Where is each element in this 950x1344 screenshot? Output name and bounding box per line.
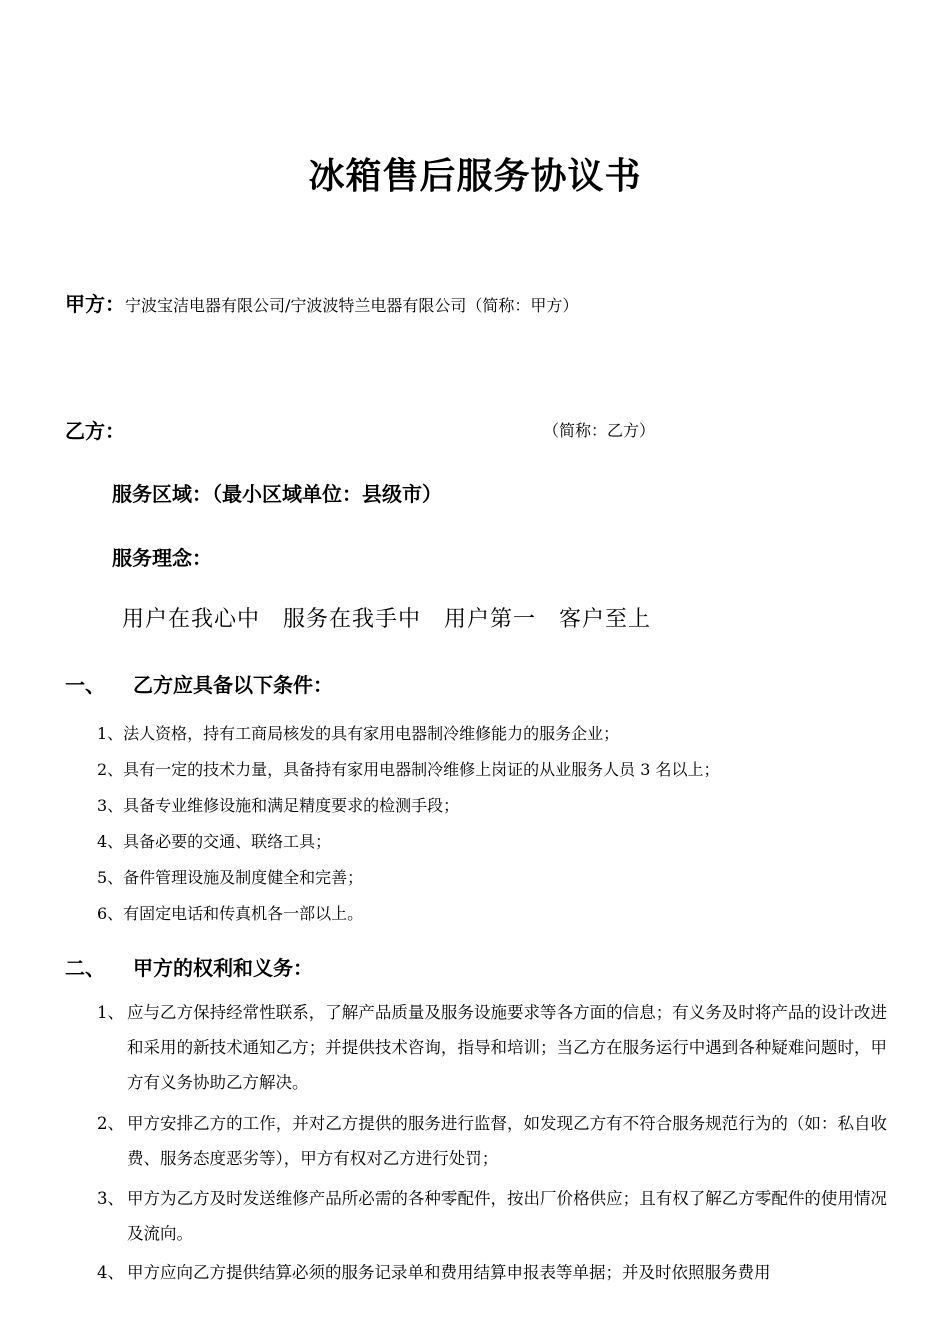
section1-item: 4、具备必要的交通、联络工具； [97,832,332,851]
section2-item [97,1255,887,1290]
party-b-abbrev: （简称：乙方） [543,421,656,440]
section1-item: 3、具备专业维修设施和满足精度要求的检测手段； [97,796,460,815]
section2-title: 甲方的权利和义务： [133,956,313,980]
section2-item-number: 3、 [97,1189,124,1208]
document-title: 冰箱售后服务协议书 [308,156,642,197]
party-a-line [65,288,578,317]
section2-item-number: 2、 [97,1114,124,1133]
section1-item: 2、具有一定的技术力量，具备持有家用电器制冷维修上岗证的从业服务人员 3 名以上； [97,760,720,779]
section2-heading [65,952,313,981]
section1-item: 6、有固定电话和传真机各一部以上。 [97,904,364,923]
section2-number: 二、 [65,956,105,980]
section2-item-number: 4、 [97,1263,124,1282]
section1-number: 一、 [65,673,105,697]
party-a-text: 宁波宝洁电器有限公司/宁波波特兰电器有限公司（简称：甲方） [125,296,579,315]
section2-item-text: 甲方安排乙方的工作，并对乙方提供的服务进行监督，如发现乙方有不符合服务规范行为的（如：私自收费、服务态度恶劣等），甲方有权对乙方进行处罚； [127,1114,887,1168]
section2-item-text: 甲方应向乙方提供结算必须的服务记录单和费用结算申报表等单据；并及时依照服务费用 [127,1263,771,1282]
section2-item [97,995,887,1100]
section2-item-number: 1、 [97,1003,124,1022]
section2-item [97,1106,887,1176]
section1-heading [65,669,333,698]
service-area: 服务区域：（最小区域单位：县级市） [112,482,442,506]
section1-item: 1、法人资格，持有工商局核发的具有家用电器制冷维修能力的服务企业； [97,724,620,743]
section2-item-text: 甲方为乙方及时发送维修产品所必需的各种零配件，按出厂价格供应；且有权了解乙方零配件的使用情况及流向。 [127,1189,887,1243]
section1-title: 乙方应具备以下条件： [133,673,333,697]
party-a-label: 甲方： [65,292,125,316]
party-b-label: 乙方： [65,419,125,443]
service-concept-label: 服务理念： [112,546,212,570]
section1-item: 5、备件管理设施及制度健全和完善； [97,868,364,887]
section2-item [97,1181,887,1251]
section2-item-text: 应与乙方保持经常性联系，了解产品质量及服务设施要求等各方面的信息；有义务及时将产品的设计改进和采用的新技术通知乙方；并提供技术咨询，指导和培训；当乙方在服务运行中遇到各种疑难问题时，甲方有义务协助乙方解决。 [127,1003,887,1092]
service-slogan: 用户在我心中 服务在我手中 用户第一 客户至上 [122,607,652,632]
